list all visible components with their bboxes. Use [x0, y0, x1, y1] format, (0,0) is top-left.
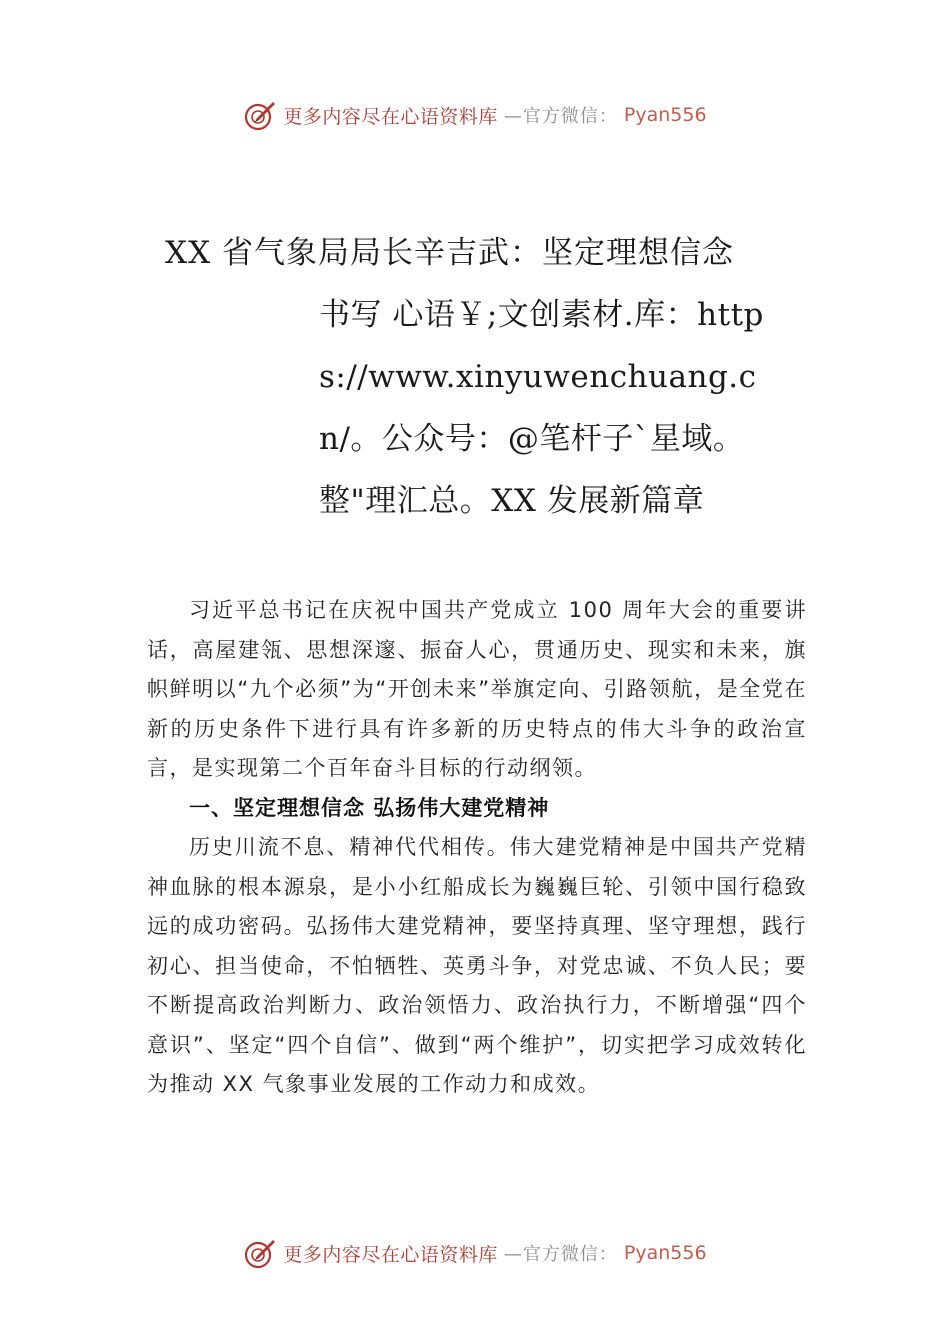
header-banner	[0, 95, 950, 135]
banner-wechat-account: Pyan556	[623, 1242, 707, 1264]
document-body	[147, 591, 807, 1105]
pen-logo-icon	[243, 1236, 277, 1270]
footer-banner	[0, 1233, 950, 1273]
document-title	[165, 222, 805, 532]
banner-brand-text: 更多内容尽在心语资料库	[283, 1243, 498, 1266]
banner-wechat-label: —官方微信：	[503, 1244, 618, 1265]
title-line-1: XX 省气象局局长辛吉武：坚定理想信念	[165, 235, 734, 271]
paragraph-section-1: 历史川流不息、精神代代相传。伟大建党精神是中国共产党精神血脉的根本源泉，是小小红船成长为巍巍巨轮、引领中国行稳致远的成功密码。弘扬伟大建党精神，要坚持真理、坚守理想，践行初心、担当使命，不怕牺牲、英勇斗争，对党忠诚、不负人民；要不断提高政治判断力、政治领悟力、政治执行力，不断增强“四个意识”、坚定“四个自信”、做到“两个维护”，切实把学习成效转化为推动 XX 气象事业发展的工作动力和成效。	[147, 835, 807, 1096]
pen-logo-icon	[243, 98, 277, 132]
section-heading-1: 一、坚定理想信念 弘扬伟大建党精神	[189, 795, 550, 820]
title-continuation: 书写 心语￥;文创素材.库：https://www.xinyuwenchuang.cn/。公众号：@笔杆子`星域。整"理汇总。XX 发展新篇章	[319, 297, 764, 519]
banner-wechat-account: Pyan556	[623, 104, 707, 126]
paragraph-intro: 习近平总书记在庆祝中国共产党成立 100 周年大会的重要讲话，高屋建瓴、思想深邃、振奋人心，贯通历史、现实和未来，旗帜鲜明以“九个必须”为“开创未来”举旗定向、引路领航，是全党在新的历史条件下进行具有许多新的历史特点的伟大斗争的政治宣言，是实现第二个百年奋斗目标的行动纲领。	[147, 598, 807, 780]
banner-brand-text: 更多内容尽在心语资料库	[283, 105, 498, 128]
banner-wechat-label: —官方微信：	[503, 106, 618, 127]
